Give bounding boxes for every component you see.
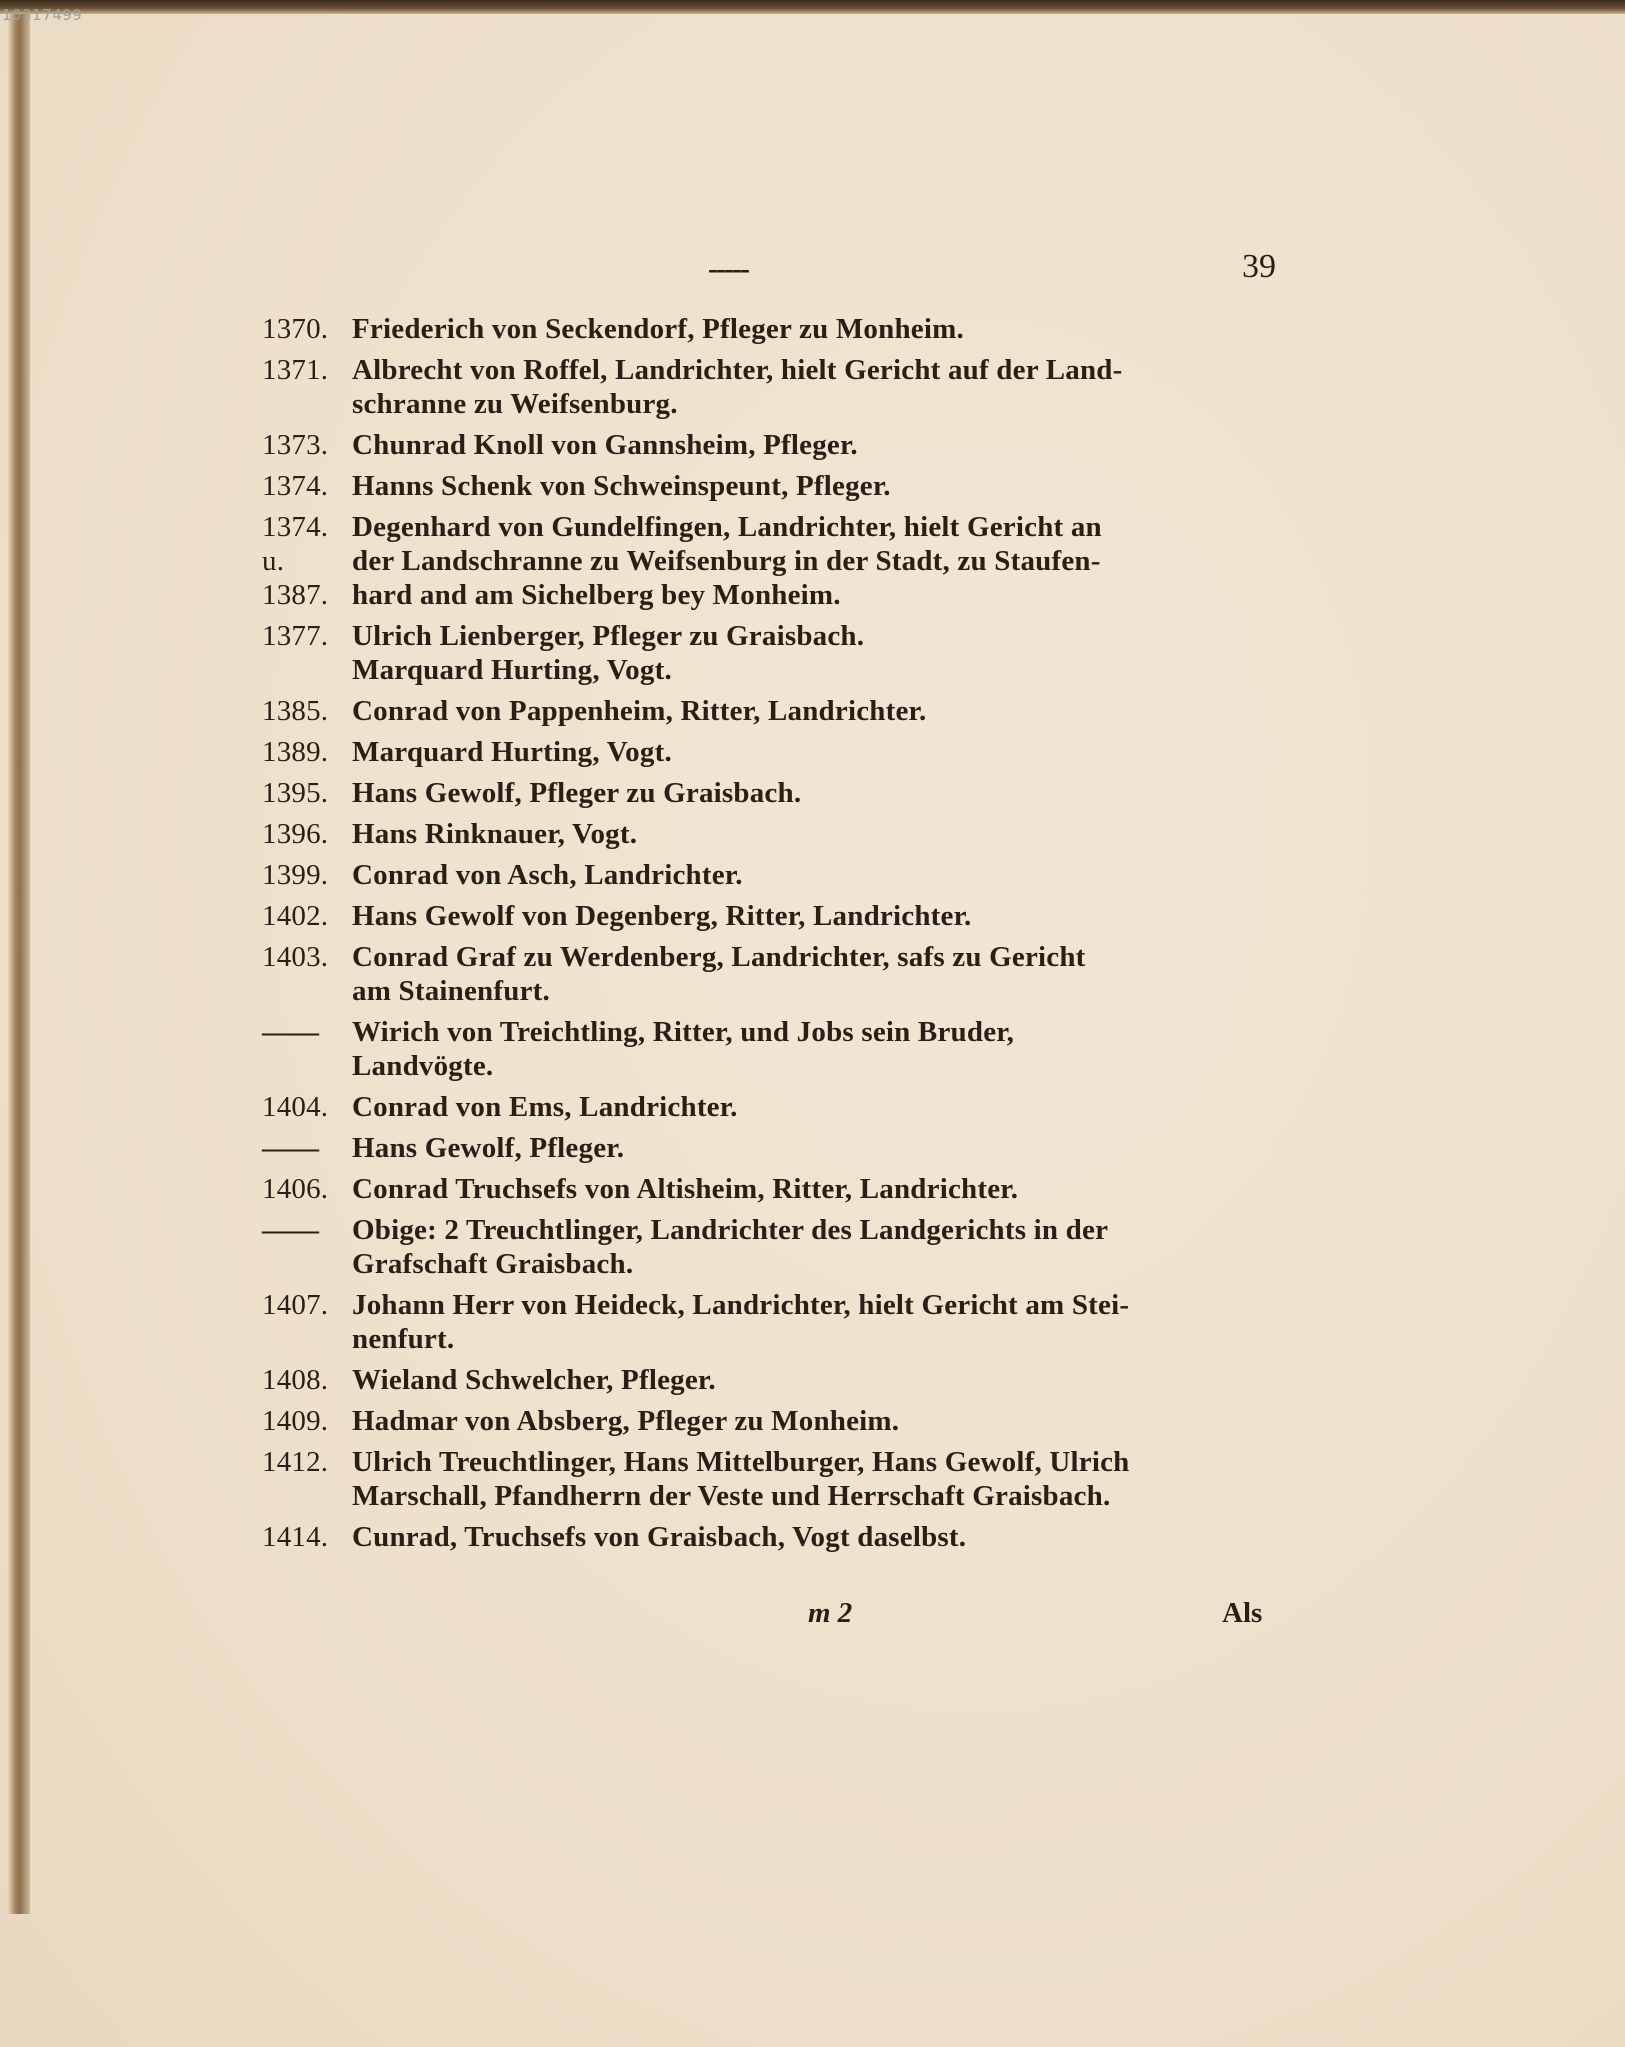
signature-mark: m 2 [808,1597,853,1629]
entry-line: Hans Gewolf, Pfleger zu Graisbach. [352,777,802,809]
entry-year: 1407. [262,1289,329,1321]
entry-line: Conrad von Ems, Landrichter. [352,1091,738,1123]
entry-text [352,735,1302,769]
entry-year-part: u. [262,545,285,577]
entry-text [352,312,1302,346]
entry-line: hard and am Sichelberg bey Monheim. [352,579,841,611]
entry-line: Cunrad, Truchsefs von Graisbach, Vogt daselbst. [352,1521,967,1553]
entry-year: 1374. [262,470,329,502]
entry-line: Conrad von Pappenheim, Ritter, Landrichter. [352,695,927,727]
binding-shadow [8,14,30,1914]
entry-text [352,1288,1302,1356]
entry-text [352,428,1302,462]
entry-line: Degenhard von Gundelfingen, Landrichter, hielt Gericht an [352,511,1102,543]
entry-text [352,1445,1302,1513]
entry-line: Ulrich Lienberger, Pfleger zu Graisbach. [352,620,865,652]
entry-text [352,510,1302,612]
entry-line: Hans Gewolf von Degenberg, Ritter, Landrichter. [352,900,972,932]
list-item [262,776,1302,810]
entry-text [352,1213,1302,1281]
entry-line: Albrecht von Roffel, Landrichter, hielt Gericht auf der Land- [352,354,1123,386]
catchword: Als [1222,1597,1263,1629]
entry-line: Conrad Graf zu Werdenberg, Landrichter, safs zu Gericht [352,941,1086,973]
entry-line: Conrad von Asch, Landrichter. [352,859,743,891]
entry-year: 1373. [262,429,329,461]
page-top-edge [0,0,1625,14]
entry-text [352,469,1302,503]
header-ornament: ----- [708,252,748,285]
list-item [262,353,1302,421]
entry-text [352,776,1302,810]
entry-line: Obige: 2 Treuchtlinger, Landrichter des Landgerichts in der [352,1214,1109,1246]
list-item [262,510,1302,612]
entry-year: 1395. [262,777,329,809]
entry-text [352,940,1302,1008]
entry-text [352,1363,1302,1397]
entry-line: Friederich von Seckendorf, Pfleger zu Monheim. [352,313,964,345]
list-item [262,735,1302,769]
entry-text [352,1090,1302,1124]
ditto-dash: —— [262,1016,318,1048]
list-item [262,1131,1302,1165]
list-item [262,694,1302,728]
entry-line: Hadmar von Absberg, Pfleger zu Monheim. [352,1405,900,1437]
list-item [262,1520,1302,1554]
entry-year: 1389. [262,736,329,768]
entry-line: Marquard Hurting, Vogt. [352,736,672,768]
list-item [262,858,1302,892]
entry-year: 1399. [262,859,329,891]
entry-line: Hans Gewolf, Pfleger. [352,1132,625,1164]
entry-line: Hanns Schenk von Schweinspeunt, Pfleger. [352,470,891,502]
entry-year: 1403. [262,941,329,973]
entry-line: Hans Rinknauer, Vogt. [352,818,638,850]
list-item [262,1015,1302,1083]
entry-line: der Landschranne zu Weifsenburg in der Stadt, zu Staufen- [352,545,1101,577]
entry-year: 1371. [262,354,329,386]
list-item [262,940,1302,1008]
entry-list [262,312,1302,1561]
list-item [262,1172,1302,1206]
entry-year-part: 1374. [262,511,329,543]
entry-text [352,899,1302,933]
ditto-dash: —— [262,1214,318,1246]
entry-line: schranne zu Weifsenburg. [352,388,678,420]
list-item [262,1288,1302,1356]
entry-text [352,619,1302,687]
entry-year: 1370. [262,313,329,345]
entry-year: 1377. [262,620,329,652]
entry-line: Chunrad Knoll von Gannsheim, Pfleger. [352,429,858,461]
entry-line: Marschall, Pfandherrn der Veste und Herrschaft Graisbach. [352,1480,1111,1512]
entry-year: 1385. [262,695,329,727]
entry-text [352,353,1302,421]
entry-year: 1396. [262,818,329,850]
entry-text [352,1172,1302,1206]
list-item [262,1213,1302,1281]
entry-line: Wirich von Treichtling, Ritter, und Jobs sein Bruder, [352,1016,1015,1048]
list-item [262,1445,1302,1513]
list-item [262,469,1302,503]
entry-text [352,817,1302,851]
entry-year: 1402. [262,900,329,932]
entry-text [352,694,1302,728]
entry-line: am Stainenfurt. [352,975,550,1007]
list-item [262,1090,1302,1124]
entry-year: 1409. [262,1405,329,1437]
entry-text [352,1015,1302,1083]
list-item [262,428,1302,462]
list-item [262,1363,1302,1397]
list-item [262,817,1302,851]
entry-line: Wieland Schwelcher, Pfleger. [352,1364,716,1396]
list-item [262,619,1302,687]
entry-line: Conrad Truchsefs von Altisheim, Ritter, Landrichter. [352,1173,1019,1205]
list-item [262,1404,1302,1438]
entry-line: Marquard Hurting, Vogt. [352,654,672,686]
entry-year: 1404. [262,1091,329,1123]
entry-line: Grafschaft Graisbach. [352,1248,634,1280]
entry-year [262,510,352,612]
entry-year: 1414. [262,1521,329,1553]
ditto-dash: —— [262,1132,318,1164]
entry-text [352,858,1302,892]
entry-text [352,1520,1302,1554]
entry-line: Ulrich Treuchtlinger, Hans Mittelburger, Hans Gewolf, Ulrich [352,1446,1130,1478]
entry-year: 1412. [262,1446,329,1478]
entry-text [352,1404,1302,1438]
list-item [262,312,1302,346]
entry-text [352,1131,1302,1165]
entry-year: 1408. [262,1364,329,1396]
entry-line: Johann Herr von Heideck, Landrichter, hielt Gericht am Stei- [352,1289,1130,1321]
page-number: 39 [1242,248,1276,285]
scan-id: 10317499 [2,6,83,24]
entry-line: nenfurt. [352,1323,455,1355]
entry-year-part: 1387. [262,579,329,611]
entry-year: 1406. [262,1173,329,1205]
entry-line: Landvögte. [352,1050,494,1082]
list-item [262,899,1302,933]
